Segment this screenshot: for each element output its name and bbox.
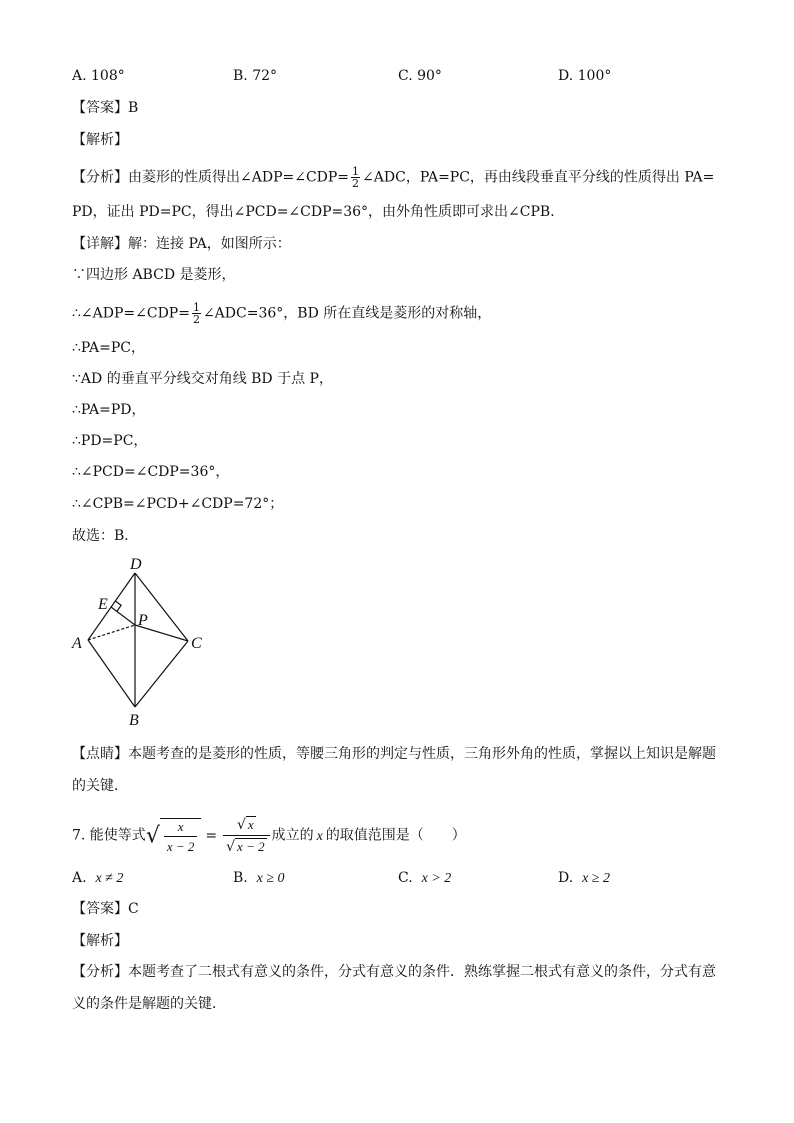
- side-ad: [88, 573, 135, 640]
- side-dc: [135, 573, 188, 641]
- label-b: B: [129, 712, 139, 729]
- xiangjie-tag: 【详解】: [72, 236, 128, 252]
- right-angle-mark: [115, 601, 121, 611]
- step-2: [72, 302, 491, 325]
- side-ba: [88, 640, 135, 707]
- fenxi-text-b: ∠ADC，PA=PC，再由线段垂直平分线的性质得出 PA=: [362, 169, 715, 186]
- q7-left-radical: √ $\frac{x}{x - 2}$: [146, 818, 202, 854]
- q7-fenxi-text: 本题考查了二根式有意义的条件，分式有意义的条件．熟练掌握二根式有意义的条件，分式有意: [128, 964, 716, 980]
- half-fraction: $\frac{1}{2}$: [352, 165, 360, 190]
- half-fraction-2: $\frac{1}{2}$: [192, 301, 200, 326]
- step-1: ∵四边形 ABCD 是菱形，: [72, 267, 236, 283]
- fenxi-line-2: PD，证出 PD=PC，得出∠PCD=∠CDP=36°，由外角性质即可求出∠CPB．: [72, 204, 565, 220]
- step-8: ∴∠CPB=∠PCD+∠CDP=72°；: [72, 496, 284, 512]
- label-d: D: [130, 556, 142, 573]
- step-7: ∴∠PCD=∠CDP=36°，: [72, 464, 230, 480]
- q7-stem-var: x: [316, 828, 323, 844]
- option-a: A. 108°: [72, 68, 125, 84]
- option-d: D. 100°: [558, 68, 612, 84]
- option-c: C. 90°: [398, 68, 442, 84]
- label-e: E: [98, 596, 108, 613]
- step-3: ∴PA=PC，: [72, 340, 146, 356]
- step-2-a: ∴∠ADP=∠CDP=: [72, 305, 190, 322]
- option-b: B. 72°: [233, 68, 278, 84]
- q7-option-d: D. x ≥ 2: [558, 870, 610, 886]
- q7-answer-tag: 【答案】: [72, 901, 128, 917]
- fenxi-text-a: 由菱形的性质得出∠ADP=∠CDP=: [128, 169, 350, 186]
- step-6: ∴PD=PC，: [72, 433, 148, 449]
- segment-pa-dashed: [88, 625, 135, 640]
- choose-line: 故选：B．: [72, 528, 139, 544]
- q7-fenxi-line-2: 义的条件是解题的关键．: [72, 996, 226, 1012]
- dianjing-tag: 【点睛】: [72, 746, 128, 762]
- q7-option-b: B. x ≥ 0: [233, 870, 285, 886]
- xiangjie-line: [72, 235, 291, 253]
- side-cb: [135, 641, 188, 707]
- q7-fenxi-line-1: [72, 963, 716, 981]
- label-p: P: [138, 612, 148, 629]
- answer-line: [72, 99, 138, 117]
- analysis-tag: 【解析】: [72, 132, 128, 148]
- label-a: A: [72, 635, 82, 652]
- q7-option-c: C. x > 2: [398, 870, 452, 886]
- segment-ep: [111, 607, 135, 625]
- q7-stem-b: 成立的: [271, 827, 314, 844]
- q7-right-fraction: $\frac{√ x}{√ x - 2}$: [223, 816, 269, 855]
- answer-value: B: [128, 100, 139, 116]
- answer-tag: 【答案】: [72, 100, 128, 116]
- q7-option-a: A. x ≠ 2: [72, 870, 124, 886]
- step-2-b: ∠ADC=36°，BD 所在直线是菱形的对称轴，: [202, 305, 492, 322]
- label-c: C: [191, 635, 202, 652]
- dianjing-line-1: [72, 745, 716, 763]
- step-4: ∵AD 的垂直平分线交对角线 BD 于点 P，: [72, 371, 333, 387]
- step-5: ∴PA=PD，: [72, 402, 146, 418]
- dianjing-text: 本题考查的是菱形的性质，等腰三角形的判定与性质，三角形外角的性质，掌握以上知识是解题: [128, 746, 716, 762]
- fenxi-line-1: [72, 166, 714, 189]
- rhombus-figure: [60, 555, 220, 730]
- q7-answer-line: [72, 900, 139, 918]
- fenxi-tag: 【分析】: [72, 169, 128, 186]
- q7-stem-c: 的取值范围是（ ）: [325, 827, 466, 844]
- q7-equals: =: [205, 827, 218, 844]
- dianjing-line-2: 的关键．: [72, 778, 128, 794]
- xiangjie-text: 解：连接 PA，如图所示：: [128, 236, 291, 252]
- q7-stem-a: 7. 能使等式: [72, 827, 146, 844]
- q7-stem: [72, 816, 466, 855]
- q7-fenxi-tag: 【分析】: [72, 964, 128, 980]
- q7-answer-value: C: [128, 901, 139, 917]
- q7-analysis-tag: 【解析】: [72, 933, 128, 949]
